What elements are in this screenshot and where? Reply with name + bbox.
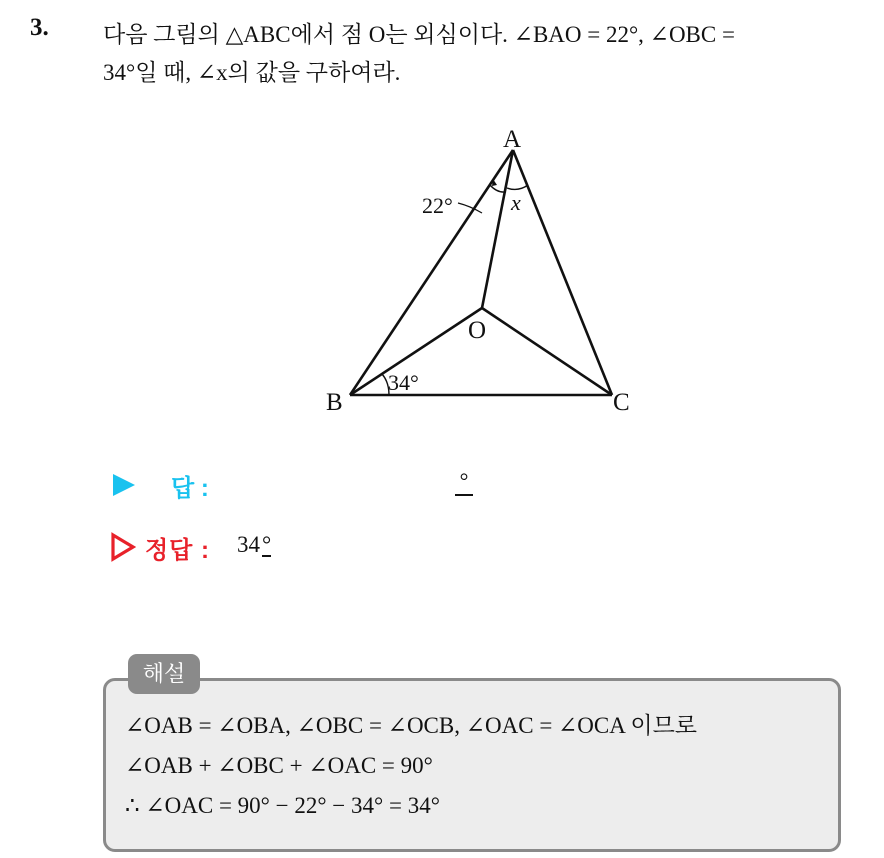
- question-line-1: 다음 그림의 △ABC에서 점 O는 외심이다. ∠BAO = 22°, ∠OBC =: [103, 22, 735, 47]
- vertex-o-label: O: [468, 317, 487, 344]
- angle-obc-label: 34°: [388, 370, 419, 395]
- angle-bao-label: 22°: [422, 193, 453, 218]
- angle-bao-arc: [490, 185, 506, 192]
- question-number: 3.: [30, 14, 49, 41]
- side-ac: [513, 150, 612, 395]
- vertex-c-label: C: [613, 389, 630, 416]
- angle-x-label: x: [511, 190, 521, 215]
- answer-row: [113, 468, 533, 502]
- answer-blank[interactable]: °: [455, 468, 473, 496]
- question-line-2: 34°일 때, ∠x의 값을 구하여라.: [103, 60, 401, 85]
- triangle-diagram: [310, 120, 650, 430]
- vertex-b-label: B: [326, 389, 343, 416]
- explanation-line-3: ∴ ∠OAC = 90° − 22° − 34° = 34°: [125, 793, 440, 818]
- answer-label: 답 :: [171, 475, 209, 502]
- outline-triangle-icon: [110, 532, 136, 562]
- vertex-a-label: A: [503, 126, 522, 153]
- angle-x-arc: [507, 185, 528, 189]
- correct-answer-unit: °: [262, 532, 272, 557]
- play-triangle-icon: [113, 474, 135, 496]
- correct-answer-row: [110, 530, 510, 566]
- segment-co: [482, 308, 612, 395]
- correct-answer-value: [237, 532, 271, 558]
- explanation-line-2: ∠OAB + ∠OBC + ∠OAC = 90°: [125, 753, 433, 778]
- correct-answer-label: 정답 :: [145, 537, 211, 564]
- correct-answer-number: 34: [237, 532, 260, 557]
- explanation-text: [125, 706, 697, 826]
- explanation-line-1: ∠OAB = ∠OBA, ∠OBC = ∠OCB, ∠OAC = ∠OCA 이므로: [125, 713, 698, 738]
- leader-22: [458, 203, 482, 213]
- triangle-figure: [310, 120, 650, 430]
- explanation-tab: 해설: [128, 654, 200, 694]
- question-text: [103, 16, 863, 92]
